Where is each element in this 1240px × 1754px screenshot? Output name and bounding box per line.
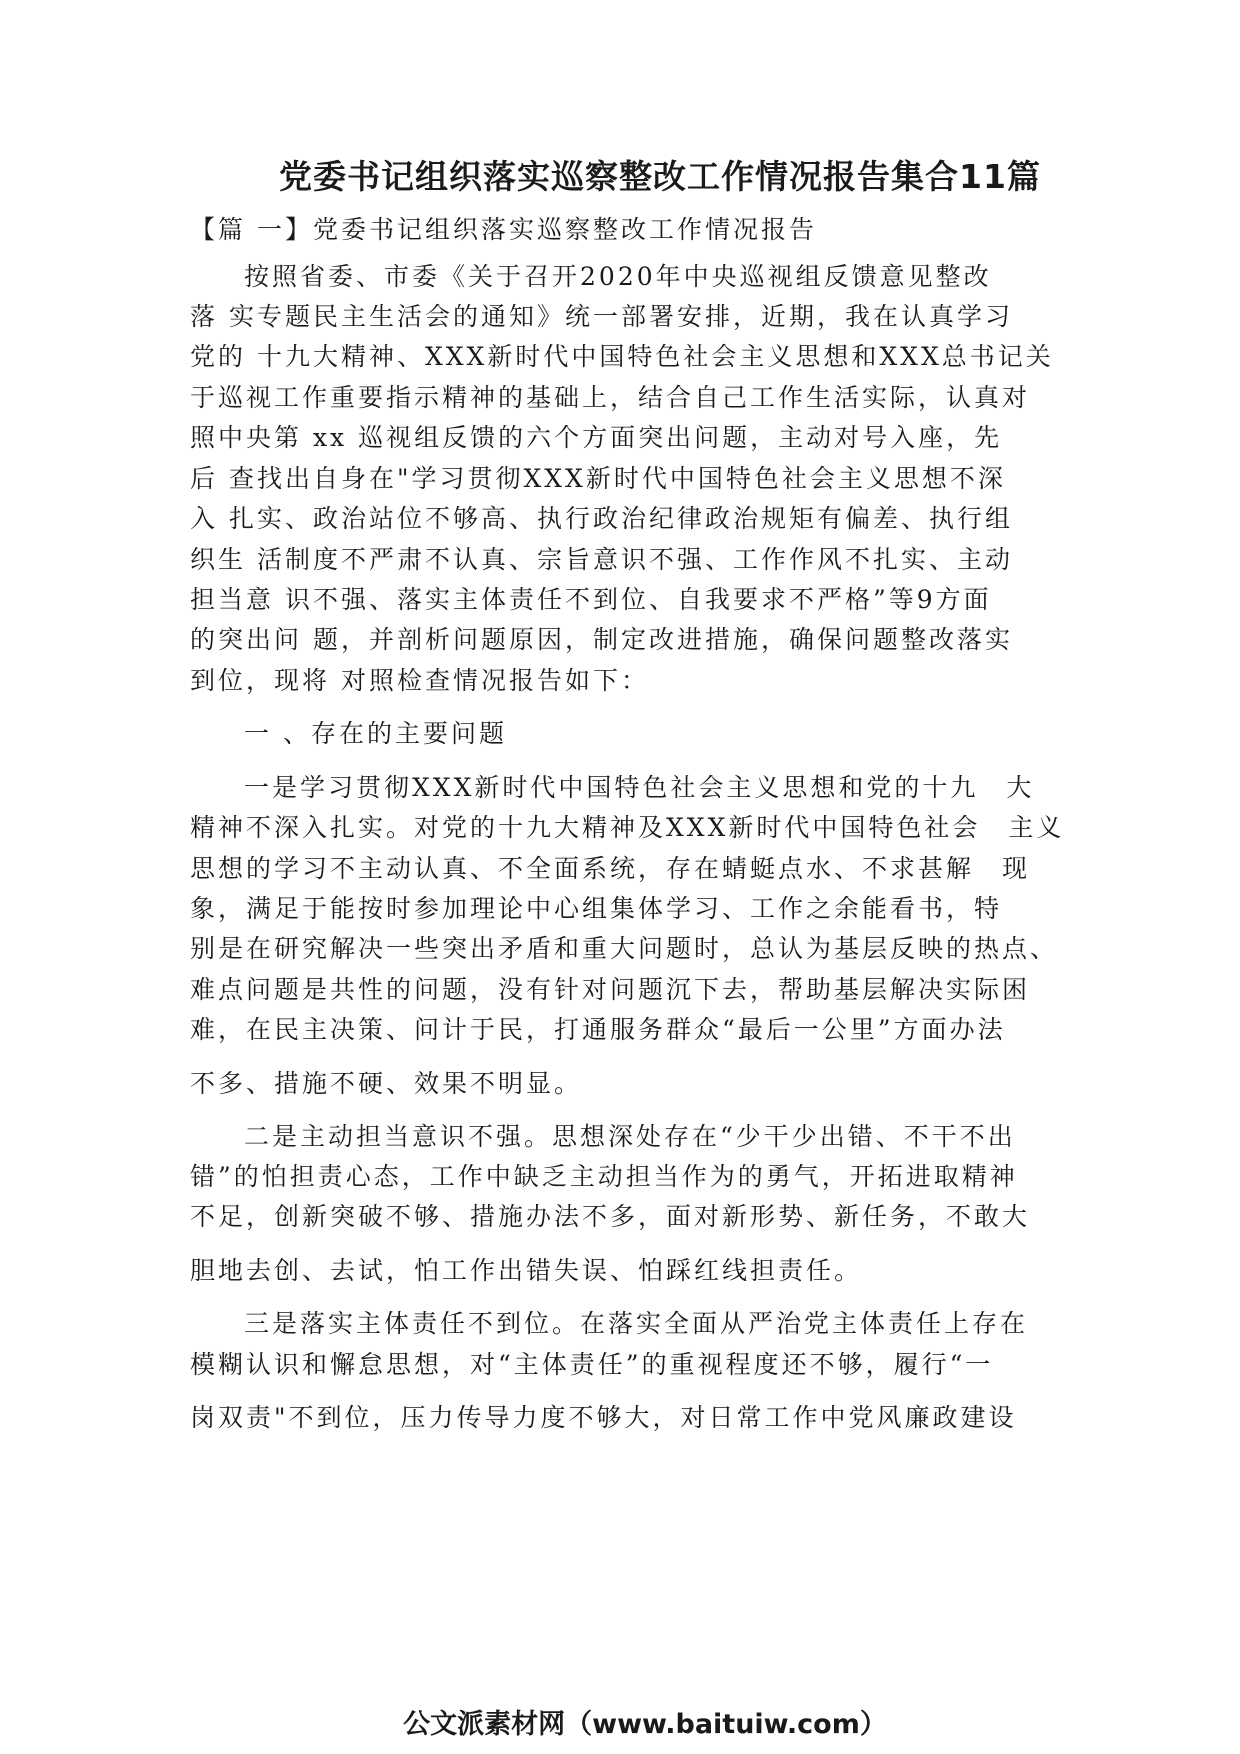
- body-line: 一是学习贯彻XXX新时代中国特色社会主义思想和党的十九 大: [244, 773, 1035, 802]
- body-line: 落 实专题民主生活会的通知》统一部署安排，近期，我在认真学习: [190, 302, 1013, 331]
- footer-watermark: 公文派素材网（www.baituiw.com）: [403, 1709, 887, 1740]
- body-line: 的突出问 题，并剖析问题原因，制定改进措施，确保问题整改落实: [190, 625, 1013, 654]
- body-line: 难，在民主决策、问计于民，打通服务群众“最后一公里”方面办法: [190, 1015, 1006, 1044]
- body-line: 三是落实主体责任不到位。在落实全面从严治党主体责任上存在: [244, 1309, 1029, 1338]
- document-title: 党委书记组织落实巡察整改工作情况报告集合11篇: [279, 157, 1041, 196]
- section-heading: 【篇 一】党委书记组织落实巡察整改工作情况报告: [190, 215, 817, 244]
- body-line: 照中央第 xx 巡视组反馈的六个方面突出问题，主动对号入座，先: [190, 423, 1003, 452]
- body-line: 模糊认识和懈怠思想，对“主体责任”的重视程度还不够，履行“一: [190, 1350, 994, 1379]
- body-line: 党的 十九大精神、XXX新时代中国特色社会主义思想和XXX总书记关: [190, 342, 1054, 371]
- body-line: 岗双责"不到位，压力传导力度不够大，对日常工作中党风廉政建设: [190, 1403, 1017, 1432]
- body-line: 后 查找出自身在"学习贯彻XXX新时代中国特色社会主义思想不深: [190, 464, 1006, 493]
- body-line: 别是在研究解决一些突出矛盾和重大问题时，总认为基层反映的热点、: [190, 934, 1059, 963]
- body-line: 不足，创新突破不够、措施办法不多，面对新形势、新任务，不敢大: [190, 1202, 1031, 1231]
- body-line: 思想的学习不主动认真、不全面系统，存在蜻蜓点水、不求甚解 现: [190, 854, 1031, 883]
- body-line: 象，满足于能按时参加理论中心组集体学习、工作之余能看书，特: [190, 894, 1003, 923]
- body-line: 到位，现将 对照检查情况报告如下：: [190, 666, 649, 695]
- body-line: 不多、措施不硬、效果不明显。: [190, 1069, 583, 1098]
- body-line: 难点问题是共性的问题，没有针对问题沉下去，帮助基层解决实际困: [190, 975, 1031, 1004]
- body-line: 二是主动担当意识不强。思想深处存在“少干少出错、不干不出: [244, 1122, 1016, 1151]
- body-line: 于巡视工作重要指示精神的基础上，结合自己工作生活实际，认真对: [190, 383, 1031, 412]
- body-line: 织生 活制度不严肃不认真、宗旨意识不强、工作作风不扎实、主动: [190, 545, 1013, 574]
- body-line: 胆地去创、去试，怕工作出错失误、怕踩红线担责任。: [190, 1256, 863, 1285]
- body-line: 一 、存在的主要问题: [244, 719, 507, 748]
- body-line: 入 扎实、政治站位不够高、执行政治纪律政治规矩有偏差、执行组: [190, 504, 1013, 533]
- body-line: 精神不深入扎实。对党的十九大精神及XXX新时代中国特色社会 主义: [190, 813, 1065, 842]
- body-line: 按照省委、市委《关于召开2020年中央巡视组反馈意见整改: [244, 262, 992, 291]
- body-line: 错”的怕担责心态，工作中缺乏主动担当作为的勇气，开拓进取精神: [190, 1162, 1018, 1191]
- body-line: 担当意 识不强、落实主体责任不到位、自我要求不严格”等9方面: [190, 585, 992, 614]
